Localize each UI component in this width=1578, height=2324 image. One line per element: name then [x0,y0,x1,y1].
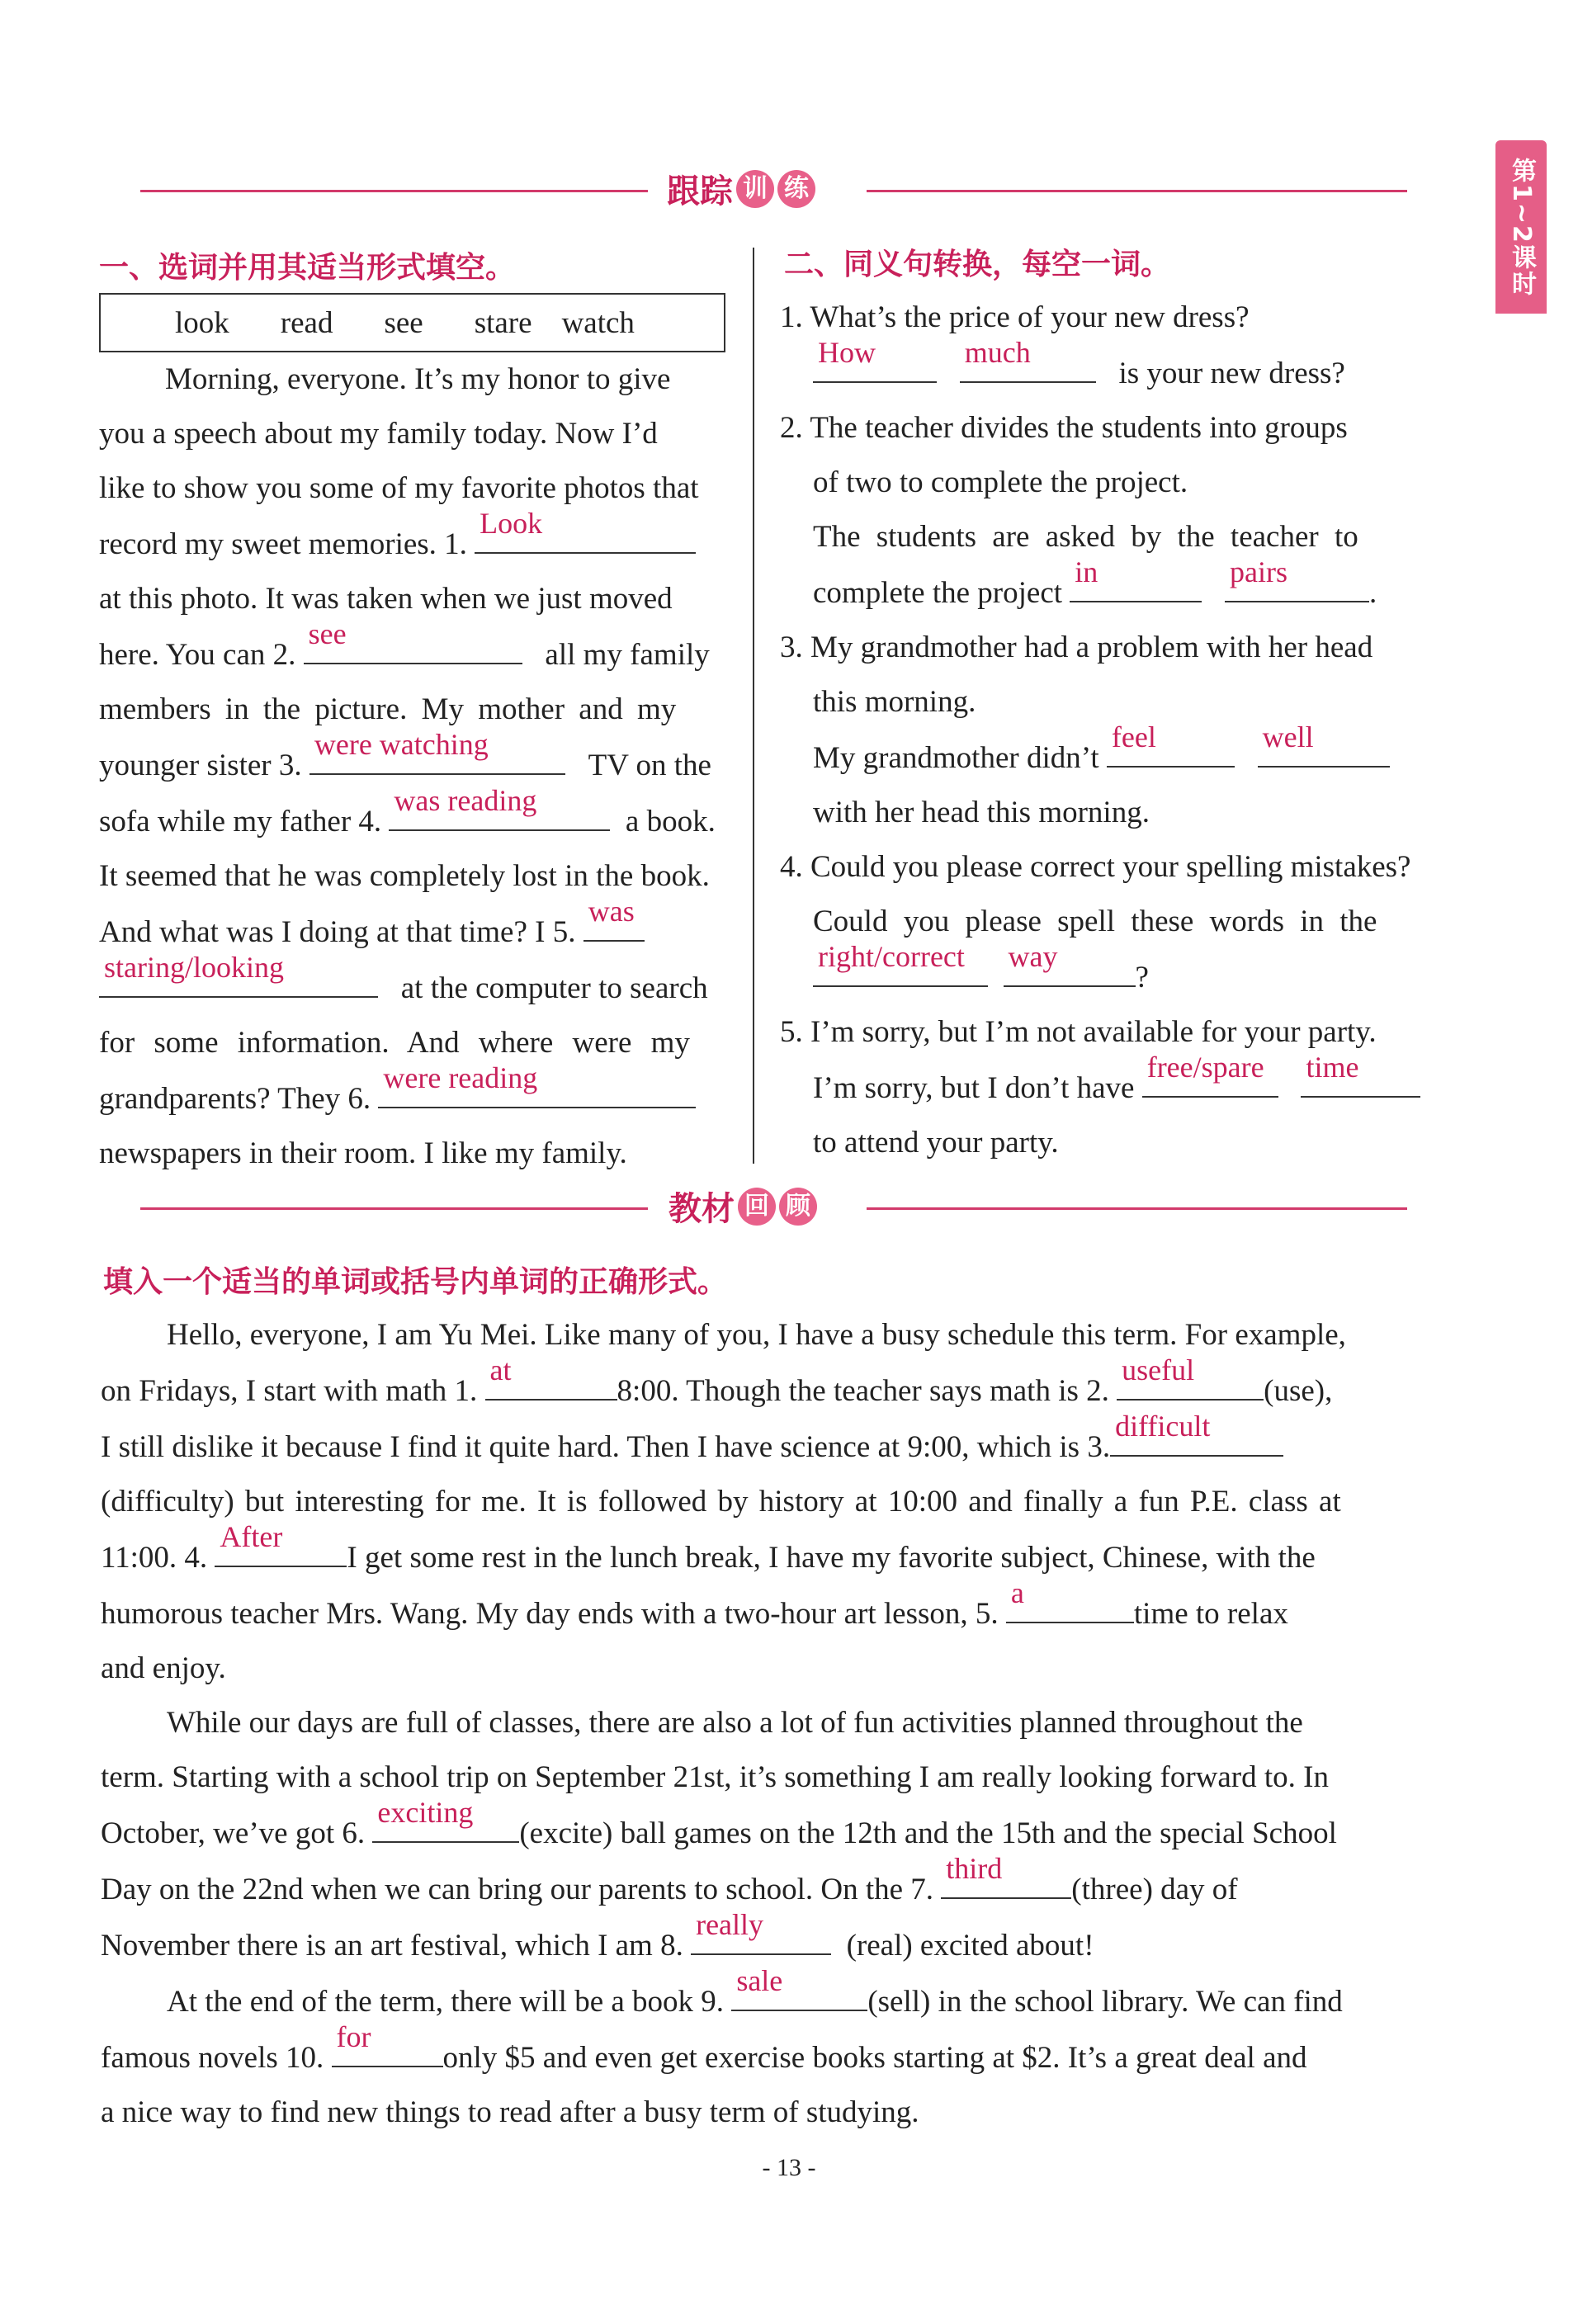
text-line [99,617,730,683]
text-segment: time to relax [1133,1597,1288,1631]
title-circle-char: 顾 [779,1188,817,1226]
text-segment: on Fridays, I start with math 1. [101,1374,478,1408]
answer-blank-9[interactable] [731,1964,867,2011]
answer-text: really [696,1908,764,1941]
column-divider [753,248,754,1164]
answer-blank[interactable] [1070,555,1202,602]
answer-text: were reading [383,1061,538,1094]
answer-blank-2[interactable] [1117,1353,1264,1401]
answer-text: sale [736,1964,783,1997]
question-line: 1. What’s the price of your new dress? [780,300,1250,334]
answer-blank-6[interactable] [372,1796,519,1843]
text-line: and enjoy. [101,1651,226,1685]
page-number: - 13 - [762,2154,816,2181]
header-rule-left [140,190,648,192]
text-segment: 8:00. Though the teacher says math is 2. [617,1374,1109,1408]
word-bank-item: read [280,305,333,340]
answer-blank-5b[interactable] [99,951,378,998]
text-line: newspapers in their room. I like my family. [99,1136,627,1170]
answer-blank-1[interactable] [485,1353,617,1401]
text-segment: famous novels 10. [101,2041,324,2075]
question-line: 2. The teacher divides the students into groups [780,411,1348,445]
text-line [101,1520,1409,1585]
text-segment: complete the project [813,576,1063,610]
text-line [101,2020,1409,2085]
text-segment: October, we’ve got 6. [101,1816,366,1850]
answer-text: difficult [1115,1410,1211,1443]
answer-blank-8[interactable] [691,1908,831,1955]
section-title-review [669,1183,817,1230]
answer-blank-4[interactable] [389,784,610,831]
answer-text: much [964,336,1031,369]
question-line [780,555,1415,621]
word-bank-item: see [384,305,423,340]
answer-blank[interactable] [813,336,937,383]
question-line [780,1051,1415,1116]
word-bank-item: stare [474,305,532,340]
answer-text: was reading [394,784,537,817]
answer-text: After [220,1520,283,1553]
question-line: 5. I’m sorry, but I’m not available for your party. [780,1015,1377,1049]
text-segment: is your new dress? [1118,357,1345,390]
answer-text: at [489,1353,512,1386]
text-line: Hello, everyone, I am Yu Mei. Like many of you, I have a busy schedule this term. For example, [167,1318,1346,1352]
title-circle-char: 回 [738,1188,776,1226]
answer-blank-5[interactable] [1006,1576,1134,1623]
answer-text: for [336,2020,371,2053]
answer-blank[interactable] [1258,720,1390,768]
answer-blank-4[interactable] [215,1520,347,1567]
text-segment: My grandmother didn’t [813,741,1099,775]
part2-heading: 二、同义句转换，每空一词。 [784,248,1171,281]
title-text: 教材 [669,1190,735,1228]
text-line [101,1964,1409,2029]
text-segment: (use), [1264,1374,1333,1408]
part1-heading: 一、选词并用其适当形式填空。 [99,251,516,285]
answer-text: third [946,1852,1003,1885]
answer-text: pairs [1230,555,1288,588]
section-title-practice [667,165,815,212]
answer-blank[interactable] [1004,940,1136,987]
question-line: 3. My grandmother had a problem with her head [780,631,1373,664]
answer-blank-6[interactable] [378,1061,696,1108]
answer-blank-5a[interactable] [583,895,645,942]
answer-blank-10[interactable] [332,2020,443,2067]
text-line: While our days are full of classes, there are also a lot of fun activities planned throughout the [167,1706,1303,1740]
text-line [101,1410,1409,1475]
text-segment: sofa while my father 4. [99,805,382,838]
answer-blank-1[interactable] [475,507,696,554]
question-line [780,336,1415,401]
answer-text: well [1262,720,1314,753]
text-segment: younger sister 3. [99,749,302,782]
answer-text: feel [1111,720,1156,753]
answer-blank[interactable] [1225,555,1369,602]
question-line: of two to complete the project. [813,465,1188,499]
header-rule-right [867,190,1407,192]
question-line [780,940,1415,1005]
answer-text: Look [480,507,543,540]
answer-text: right/correct [818,940,965,973]
answer-text: free/spare [1146,1051,1264,1084]
text-segment: At the end of the term, there will be a book 9. [167,1985,725,2019]
text-segment: grandparents? They 6. [99,1082,371,1116]
question-line: 4. Could you please correct your spelling mistakes? [780,850,1411,884]
title-circle-char: 练 [777,170,815,208]
answer-text: a [1010,1576,1024,1609]
header-rule-right [867,1207,1407,1210]
answer-text: in [1075,555,1098,588]
text-line: you a speech about my family today. Now I’d [99,417,658,451]
answer-blank-3[interactable] [1110,1410,1283,1457]
text-segment: (real) excited about! [846,1929,1094,1963]
answer-text: time [1306,1051,1359,1084]
answer-text: useful [1122,1353,1195,1386]
answer-text: was [588,895,635,928]
text-segment: record my sweet memories. 1. [99,527,467,561]
text-segment: only $5 and even get exercise books starting at $2. It’s a great deal and [442,2041,1307,2075]
text-line: (difficulty) but interesting for me. It is followed by history at 10:00 and finally a fun P.E. class at [101,1485,1341,1519]
answer-text: were watching [314,728,489,761]
text-line: for some information. And where were my [99,1026,690,1060]
text-segment: . [1369,576,1377,610]
text-line: at this photo. It was taken when we just moved [99,582,673,616]
answer-text: staring/looking [104,951,284,984]
answer-text: How [818,336,876,369]
text-line: Morning, everyone. It’s my honor to give [165,362,671,396]
text-segment: I still dislike it because I find it quite hard. Then I have science at 9:00, which is 3. [101,1430,1111,1464]
part3-passage [101,1308,1409,2140]
text-segment: all my family [545,638,710,672]
text-line: a nice way to find new things to read after a busy term of studying. [101,2095,919,2129]
header-rule-left [140,1207,648,1210]
question-line: with her head this morning. [813,796,1150,829]
text-segment: at the computer to search [400,971,708,1005]
answer-text: see [308,617,347,650]
word-bank-item: look [175,305,229,340]
lesson-side-tab: 第1~2课时 [1495,140,1547,314]
part1-passage [99,352,730,1181]
answer-blank[interactable] [960,336,1096,383]
text-segment: a book. [625,805,716,838]
text-line [99,951,730,1016]
answer-blank[interactable] [813,940,988,987]
question-line: The students are asked by the teacher to [813,520,1358,554]
text-segment: Day on the 22nd when we can bring our parents to school. On the 7. [101,1873,934,1906]
text-segment: (excite) ball games on the 12th and the 15th and the special School [519,1816,1337,1850]
section-header-review [99,1183,1407,1232]
text-segment: November there is an art festival, which I am 8. [101,1929,683,1963]
part3-heading: 填入一个适当的单词或括号内单词的正确形式。 [103,1265,728,1299]
title-text: 跟踪 [667,172,733,210]
question-line [780,720,1415,786]
text-segment: (sell) in the school library. We can find [867,1985,1343,2019]
text-segment: TV on the [588,749,711,782]
text-segment: And what was I doing at that time? I 5. [99,915,576,949]
text-segment: (three) day of [1071,1873,1238,1906]
text-segment: I get some rest in the lunch break, I have my favorite subject, Chinese, with the [347,1541,1316,1575]
text-line [99,784,730,849]
text-line: term. Starting with a school trip on September 21st, it’s something I am really looking forward to. In [101,1760,1329,1794]
text-segment: I’m sorry, but I don’t have [813,1071,1135,1105]
text-line [99,507,730,572]
question-line: to attend your party. [813,1126,1059,1160]
part2-exercises [780,290,1415,1170]
text-line: members in the picture. My mother and my [99,692,677,726]
text-line: It seemed that he was completely lost in the book. [99,859,710,893]
text-segment: ? [1135,961,1149,994]
answer-blank-7[interactable] [941,1852,1071,1899]
answer-blank-2[interactable] [304,617,522,664]
question-line: Could you please spell these words in the [813,905,1377,938]
text-line [101,1353,1409,1419]
answer-blank[interactable] [1142,1051,1278,1098]
answer-blank[interactable] [1107,720,1235,768]
text-line [99,1061,730,1127]
section-header-practice [99,165,1407,215]
text-line [101,1576,1409,1641]
question-line: this morning. [813,685,976,719]
text-segment: humorous teacher Mrs. Wang. My day ends with a two-hour art lesson, 5. [101,1597,999,1631]
answer-blank[interactable] [1301,1051,1420,1098]
answer-text: exciting [377,1796,474,1829]
word-bank [99,293,725,352]
answer-blank-3[interactable] [309,728,565,775]
text-segment: here. You can 2. [99,638,296,672]
text-segment: 11:00. 4. [101,1541,208,1575]
answer-text: way [1008,940,1058,973]
text-line [101,1796,1409,1861]
word-bank-item: watch [561,305,635,340]
text-line: like to show you some of my favorite photos that [99,471,699,505]
title-circle-char: 训 [736,170,774,208]
